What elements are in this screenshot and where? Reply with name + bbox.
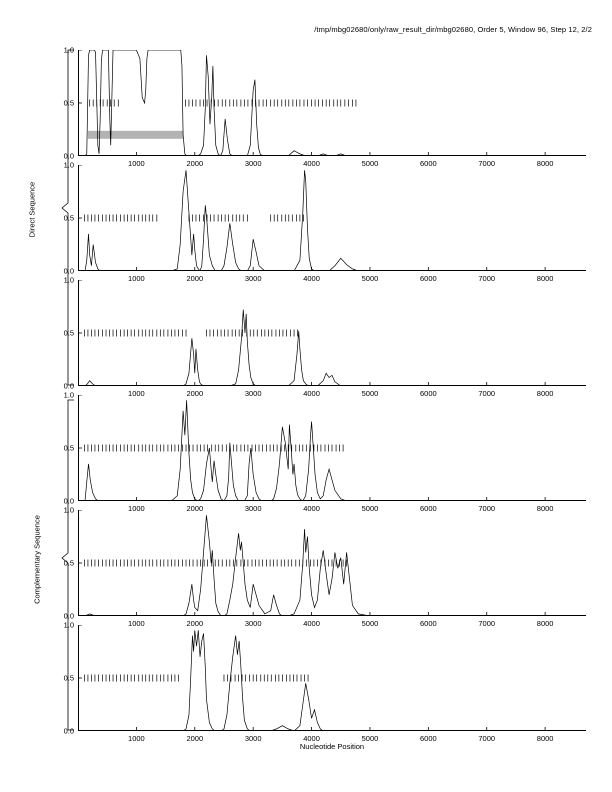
x-tick-label: 3000 — [244, 504, 262, 513]
x-tick-label: 4000 — [303, 159, 320, 168]
x-tick-label: 6000 — [420, 274, 437, 283]
y-tick-label: 1.0 — [63, 275, 74, 285]
x-tick-label: 2000 — [186, 734, 204, 743]
series-line-5-0 — [85, 515, 574, 616]
x-tick-label: 5000 — [361, 389, 379, 398]
x-tick-label: 1000 — [128, 504, 145, 513]
series-line-2-0 — [85, 170, 574, 271]
x-axis-label: Nucleotide Position — [299, 742, 365, 751]
x-tick-label: 3000 — [244, 389, 262, 398]
chart-panel-6 — [63, 620, 586, 743]
marker-ticks-3 — [84, 330, 297, 337]
y-tick-label: 0.5 — [63, 98, 74, 108]
x-tick-label: 3000 — [244, 274, 262, 283]
x-tick-label: 4000 — [303, 734, 320, 743]
series-line-4-0 — [85, 400, 574, 501]
x-tick-label: 8000 — [536, 734, 554, 743]
y-tick-label: 0.0 — [63, 726, 74, 736]
x-tick-label: 6000 — [420, 734, 437, 743]
x-tick-label: 7000 — [478, 734, 496, 743]
x-tick-label: 7000 — [478, 504, 496, 513]
x-tick-label: 1000 — [128, 274, 145, 283]
x-tick-label: 2000 — [186, 274, 204, 283]
series-canvas-4 — [78, 395, 586, 501]
series-canvas-6 — [78, 625, 586, 731]
x-tick-label: 6000 — [420, 389, 437, 398]
x-tick-label: 2000 — [186, 159, 204, 168]
y-tick-label: 0.0 — [63, 151, 74, 161]
x-tick-label: 8000 — [536, 504, 554, 513]
x-tick-label: 5000 — [361, 619, 379, 628]
x-tick-label: 7000 — [478, 159, 496, 168]
x-tick-label: 5000 — [361, 504, 379, 513]
x-tick-label: 1000 — [128, 619, 145, 628]
series-canvas-1 — [78, 50, 586, 156]
chart-panel-5 — [63, 505, 586, 628]
chart-panel-2 — [63, 160, 586, 283]
x-tick-label: 4000 — [303, 619, 320, 628]
y-tick-label: 0.5 — [63, 673, 74, 683]
y-axis-label-complementary: Complementary Sequence — [32, 515, 42, 604]
y-tick-label: 0.5 — [63, 213, 74, 223]
x-tick-label: 5000 — [361, 274, 379, 283]
series-line-6-0 — [85, 630, 574, 731]
x-tick-label: 7000 — [478, 619, 496, 628]
y-tick-label: 0.0 — [63, 611, 74, 621]
marker-ticks-4 — [84, 445, 343, 452]
marker-ticks-5 — [84, 560, 346, 567]
x-tick-label: 8000 — [536, 274, 554, 283]
x-tick-label: 4000 — [303, 389, 320, 398]
series-canvas-5 — [78, 510, 586, 616]
x-tick-label: 4000 — [303, 274, 320, 283]
x-tick-label: 2000 — [186, 389, 204, 398]
y-tick-label: 1.0 — [63, 160, 74, 170]
gray-region-bar — [88, 131, 183, 139]
x-tick-label: 5000 — [361, 159, 379, 168]
marker-ticks-1 — [90, 100, 356, 107]
x-tick-label: 1000 — [128, 734, 145, 743]
x-tick-label: 6000 — [420, 619, 437, 628]
figure-title: /tmp/mbg02680/only/raw_result_dir/mbg02680, Order 5, Window 96, Step 12, 2/2 — [314, 25, 592, 34]
x-tick-label: 1000 — [128, 389, 145, 398]
x-tick-label: 5000 — [361, 734, 379, 743]
marker-ticks-2 — [84, 215, 303, 222]
chart-panel-3 — [63, 275, 586, 398]
x-tick-label: 8000 — [536, 619, 554, 628]
y-tick-label: 1.0 — [63, 505, 74, 515]
series-canvas-3 — [78, 280, 586, 386]
x-tick-label: 8000 — [536, 389, 554, 398]
y-tick-label: 1.0 — [63, 45, 74, 55]
marker-ticks-6 — [84, 675, 308, 682]
y-tick-label: 1.0 — [63, 390, 74, 400]
x-tick-label: 3000 — [244, 159, 262, 168]
y-tick-label: 0.0 — [63, 381, 74, 391]
y-axis-label-direct: Direct Sequence — [27, 181, 37, 238]
series-canvas-2 — [78, 165, 586, 271]
chart-panel-4 — [63, 390, 586, 513]
series-line-3-0 — [85, 310, 574, 386]
x-tick-label: 3000 — [244, 734, 262, 743]
y-tick-label: 0.5 — [63, 328, 74, 338]
y-tick-label: 1.0 — [63, 620, 74, 630]
y-tick-label: 0.0 — [63, 496, 74, 506]
chart-panel-1 — [63, 45, 586, 168]
y-tick-label: 0.5 — [63, 558, 74, 568]
x-tick-label: 7000 — [478, 274, 496, 283]
y-tick-label: 0.5 — [63, 443, 74, 453]
x-tick-label: 2000 — [186, 619, 204, 628]
x-tick-label: 1000 — [128, 159, 145, 168]
x-tick-label: 8000 — [536, 159, 554, 168]
x-tick-label: 7000 — [478, 389, 496, 398]
x-tick-label: 4000 — [303, 504, 320, 513]
x-tick-label: 6000 — [420, 159, 437, 168]
y-tick-label: 0.0 — [63, 266, 74, 276]
x-tick-label: 3000 — [244, 619, 262, 628]
x-tick-label: 6000 — [420, 504, 437, 513]
x-tick-label: 2000 — [186, 504, 204, 513]
